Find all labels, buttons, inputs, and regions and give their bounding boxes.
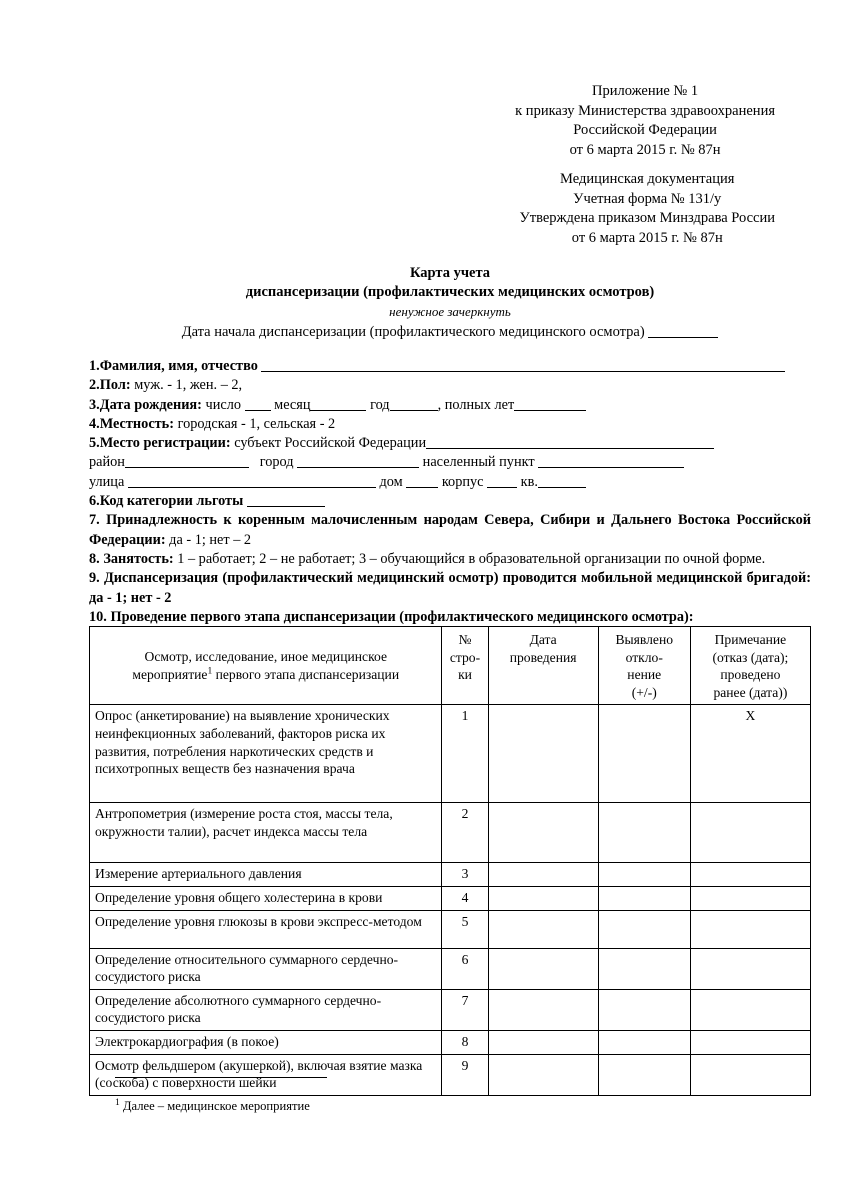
field-apartment-label: кв. bbox=[520, 473, 538, 490]
field-district-label: район bbox=[89, 454, 125, 471]
cell-note[interactable] bbox=[690, 948, 810, 989]
cell-examination-name: Опрос (анкетирование) на выявление хронических неинфекционных заболеваний, факторов риска их развития, потребления наркотических средств и психотропных веществ без назначения врача bbox=[90, 705, 442, 803]
col-header-note-line2: (отказ (дата); bbox=[712, 649, 789, 665]
cell-date[interactable] bbox=[488, 1054, 598, 1095]
field-street-input[interactable] bbox=[128, 475, 376, 488]
meddoc-line-1: Медицинская документация bbox=[560, 171, 735, 187]
field-house-label: дом bbox=[379, 473, 403, 490]
cell-examination-name: Измерение артериального давления bbox=[90, 863, 442, 887]
page-subtitle: диспансеризации (профилактических медицинских осмотров) bbox=[245, 284, 655, 300]
meddoc-line-2: Учетная форма № 131/у bbox=[573, 190, 722, 207]
field-benefit-label: Код категории льготы bbox=[99, 493, 244, 510]
footnote-marker-icon: 1 bbox=[207, 666, 213, 677]
cell-note[interactable] bbox=[690, 1054, 810, 1095]
col-header-deviation-line2: откло- bbox=[625, 649, 663, 665]
cell-note[interactable] bbox=[690, 989, 810, 1030]
field-birthdate-label: Дата рождения: bbox=[99, 396, 202, 413]
meddoc-line-4: от 6 марта 2015 г. № 87н bbox=[571, 229, 723, 246]
field-address-line-1 bbox=[89, 453, 811, 472]
footnote bbox=[115, 1098, 310, 1114]
field-city-label: город bbox=[259, 454, 294, 471]
cell-date[interactable] bbox=[488, 910, 598, 948]
col-header-row-number-line3: ки bbox=[458, 667, 472, 683]
field-mobile-brigade-number: 9. bbox=[89, 570, 100, 587]
field-employment-label: Занятость: bbox=[103, 550, 174, 567]
col-header-note bbox=[690, 627, 810, 705]
field-birthdate-year-label: год bbox=[370, 396, 390, 413]
col-header-row-number-line1: № bbox=[458, 632, 472, 647]
cell-row-number: 6 bbox=[442, 948, 488, 989]
cell-deviation[interactable] bbox=[598, 886, 690, 910]
col-header-date-line1: Дата bbox=[529, 632, 557, 647]
cell-date[interactable] bbox=[488, 989, 598, 1030]
cell-note[interactable] bbox=[690, 1030, 810, 1054]
cell-row-number: 5 bbox=[442, 910, 488, 948]
col-header-row-number bbox=[442, 627, 488, 705]
field-building-label: корпус bbox=[441, 473, 484, 490]
field-region-input[interactable] bbox=[426, 436, 714, 449]
field-region-label: субъект Российской Федерации bbox=[234, 435, 427, 452]
appendix-line-3: Российской Федерации bbox=[573, 122, 717, 138]
stage-one-examinations-table bbox=[89, 626, 811, 1096]
cell-row-number: 7 bbox=[442, 989, 488, 1030]
cell-examination-name: Антропометрия (измерение роста стоя, массы тела, окружности талии), расчет индекса массы тела bbox=[90, 803, 442, 863]
cell-row-number: 2 bbox=[442, 803, 488, 863]
cell-row-number: 4 bbox=[442, 886, 488, 910]
cell-date[interactable] bbox=[488, 1030, 598, 1054]
col-header-examination bbox=[90, 627, 442, 705]
meddoc-line-3: Утверждена приказом Минздрава России bbox=[519, 210, 775, 226]
table-row bbox=[90, 1030, 811, 1054]
field-birthdate-month-label: месяц bbox=[274, 396, 311, 413]
field-stage-one-number: 10. bbox=[89, 608, 107, 625]
col-header-row-number-line2: стро- bbox=[449, 649, 481, 665]
field-locality-label: Местность: bbox=[99, 415, 175, 432]
col-header-deviation-line4: (+/-) bbox=[631, 684, 657, 700]
field-fullname-label: Фамилия, имя, отчество bbox=[99, 358, 258, 374]
appendix-reference-block bbox=[515, 82, 775, 160]
col-header-deviation-line3: нение bbox=[627, 667, 662, 683]
cell-deviation[interactable] bbox=[598, 910, 690, 948]
cell-examination-name: Определение абсолютного суммарного сердечно-сосудистого риска bbox=[90, 989, 442, 1030]
field-city-input[interactable] bbox=[297, 455, 419, 468]
field-building-input[interactable] bbox=[487, 475, 517, 488]
cell-note[interactable] bbox=[690, 803, 810, 863]
field-settlement-label: населенный пункт bbox=[422, 454, 535, 471]
col-header-note-line4: ранее (дата)) bbox=[713, 684, 788, 700]
footnote-separator bbox=[115, 1077, 327, 1078]
cell-examination-name: Электрокардиография (в покое) bbox=[90, 1030, 442, 1054]
footnote-text: Далее – медицинское мероприятие bbox=[119, 1099, 310, 1113]
field-mobile-brigade bbox=[89, 569, 811, 608]
cell-examination-name: Осмотр фельдшером (акушеркой), включая взятие мазка (соскоба) с поверхности шейки bbox=[90, 1054, 442, 1095]
cell-date[interactable] bbox=[488, 948, 598, 989]
cell-note[interactable]: X bbox=[690, 705, 810, 803]
field-birthdate-number: 3. bbox=[89, 396, 100, 413]
table-row bbox=[90, 910, 811, 948]
strike-instruction-note: ненужное зачеркнуть bbox=[389, 304, 511, 319]
col-header-note-line3: проведено bbox=[720, 667, 781, 683]
table-row bbox=[90, 863, 811, 887]
field-indigenous-label: Принадлежность к коренным малочисленным народам Севера, Сибири и Дальнего Востока Российской Федерации: bbox=[89, 512, 811, 548]
appendix-line-4: от 6 марта 2015 г. № 87н bbox=[569, 141, 721, 158]
cell-examination-name: Определение относительного суммарного сердечно-сосудистого риска bbox=[90, 948, 442, 989]
field-benefit-input[interactable] bbox=[247, 494, 325, 507]
cell-deviation[interactable] bbox=[598, 1030, 690, 1054]
field-apartment-input[interactable] bbox=[538, 475, 586, 488]
field-registration-place bbox=[89, 434, 811, 453]
field-mobile-brigade-options[interactable]: да - 1; нет - 2 bbox=[89, 589, 172, 606]
cell-deviation[interactable] bbox=[598, 863, 690, 887]
col-header-date-line2: проведения bbox=[509, 649, 577, 665]
field-employment-number: 8. bbox=[89, 550, 100, 567]
cell-row-number: 1 bbox=[442, 705, 488, 803]
field-stage-one-heading bbox=[89, 608, 811, 627]
field-indigenous-options[interactable]: да - 1; нет – 2 bbox=[165, 531, 252, 548]
table-row bbox=[90, 989, 811, 1030]
cell-deviation[interactable] bbox=[598, 1054, 690, 1095]
col-header-examination-line2 bbox=[96, 666, 435, 684]
col-header-examination-line1: Осмотр, исследование, иное медицинское bbox=[144, 649, 387, 665]
field-mobile-brigade-label: Диспансеризация (профилактический медицинский осмотр) проводится мобильной медицинской бригадой: bbox=[103, 570, 811, 587]
page-title: Карта учета bbox=[409, 265, 491, 281]
field-stage-one-label: Проведение первого этапа диспансеризации (профилактического медицинского осмотра): bbox=[110, 608, 694, 625]
col-header-deviation-line1: Выявлено bbox=[615, 632, 674, 647]
field-locality-options[interactable]: городская - 1, сельская - 2 bbox=[177, 415, 336, 432]
field-indigenous-peoples bbox=[89, 511, 811, 550]
field-sex bbox=[89, 376, 811, 395]
field-fullname-input[interactable] bbox=[261, 359, 785, 372]
field-sex-label: Пол: bbox=[99, 377, 131, 394]
cell-date[interactable] bbox=[488, 803, 598, 863]
cell-examination-name: Определение уровня глюкозы в крови экспресс-методом bbox=[90, 910, 442, 948]
cell-date[interactable] bbox=[488, 705, 598, 803]
footnote-number: 1 bbox=[115, 1097, 120, 1108]
field-age-input[interactable] bbox=[514, 398, 586, 411]
table-header-row bbox=[90, 627, 811, 705]
field-fullname bbox=[89, 357, 811, 376]
cell-row-number: 9 bbox=[442, 1054, 488, 1095]
field-birthdate-day-input[interactable] bbox=[245, 398, 271, 411]
cell-deviation[interactable] bbox=[598, 948, 690, 989]
medical-documentation-block bbox=[519, 170, 775, 248]
field-locality-number: 4. bbox=[89, 415, 100, 432]
field-employment bbox=[89, 550, 811, 569]
col-header-date bbox=[488, 627, 598, 705]
start-date-line bbox=[89, 322, 811, 342]
table-row bbox=[90, 948, 811, 989]
col-header-deviation bbox=[598, 627, 690, 705]
cell-note[interactable] bbox=[690, 863, 810, 887]
start-date-label: Дата начала диспансеризации (профилактического медицинского осмотра) bbox=[181, 324, 645, 340]
patient-fields-section bbox=[89, 357, 811, 627]
field-birthdate bbox=[89, 396, 811, 415]
field-sex-number: 2. bbox=[89, 377, 100, 394]
table-row bbox=[90, 705, 811, 803]
field-benefit-code bbox=[89, 492, 811, 511]
start-date-input[interactable] bbox=[648, 324, 718, 338]
cell-row-number: 8 bbox=[442, 1030, 488, 1054]
appendix-line-1: Приложение № 1 bbox=[591, 83, 699, 99]
cell-deviation[interactable] bbox=[598, 803, 690, 863]
cell-note[interactable] bbox=[690, 910, 810, 948]
cell-deviation[interactable] bbox=[598, 705, 690, 803]
cell-row-number: 3 bbox=[442, 863, 488, 887]
field-benefit-number: 6. bbox=[89, 493, 100, 510]
col-header-examination-line2-a: мероприятие bbox=[132, 666, 208, 682]
field-district-input[interactable] bbox=[125, 455, 249, 468]
field-birthdate-month-input[interactable] bbox=[310, 398, 366, 411]
field-locality bbox=[89, 415, 811, 434]
cell-deviation[interactable] bbox=[598, 989, 690, 1030]
field-indigenous-number: 7. bbox=[89, 512, 100, 529]
cell-note[interactable] bbox=[690, 886, 810, 910]
appendix-line-2: к приказу Министерства здравоохранения bbox=[515, 102, 775, 119]
table-row bbox=[90, 886, 811, 910]
cell-date[interactable] bbox=[488, 863, 598, 887]
field-address-line-2 bbox=[89, 473, 811, 492]
field-employment-options[interactable]: 1 – работает; 2 – не работает; 3 – обучающийся в образовательной организации по очной форме. bbox=[173, 550, 766, 567]
field-fullname-number: 1. bbox=[89, 358, 100, 374]
cell-examination-name: Определение уровня общего холестерина в крови bbox=[90, 886, 442, 910]
document-title-block bbox=[89, 264, 811, 342]
field-registration-number: 5. bbox=[89, 435, 100, 452]
field-birthdate-day-label: число bbox=[205, 396, 241, 413]
field-registration-label: Место регистрации: bbox=[99, 435, 231, 452]
col-header-note-line1: Примечание bbox=[714, 632, 787, 647]
field-house-input[interactable] bbox=[406, 475, 438, 488]
field-age-label: , полных лет bbox=[437, 396, 515, 413]
col-header-examination-line2-b: первого этапа диспансеризации bbox=[212, 666, 400, 682]
table-row bbox=[90, 1054, 811, 1095]
field-settlement-input[interactable] bbox=[538, 455, 684, 468]
field-street-label: улица bbox=[89, 473, 125, 490]
table-row bbox=[90, 803, 811, 863]
field-sex-options[interactable]: муж. - 1, жен. – 2, bbox=[134, 377, 243, 394]
cell-date[interactable] bbox=[488, 886, 598, 910]
field-birthdate-year-input[interactable] bbox=[390, 398, 438, 411]
